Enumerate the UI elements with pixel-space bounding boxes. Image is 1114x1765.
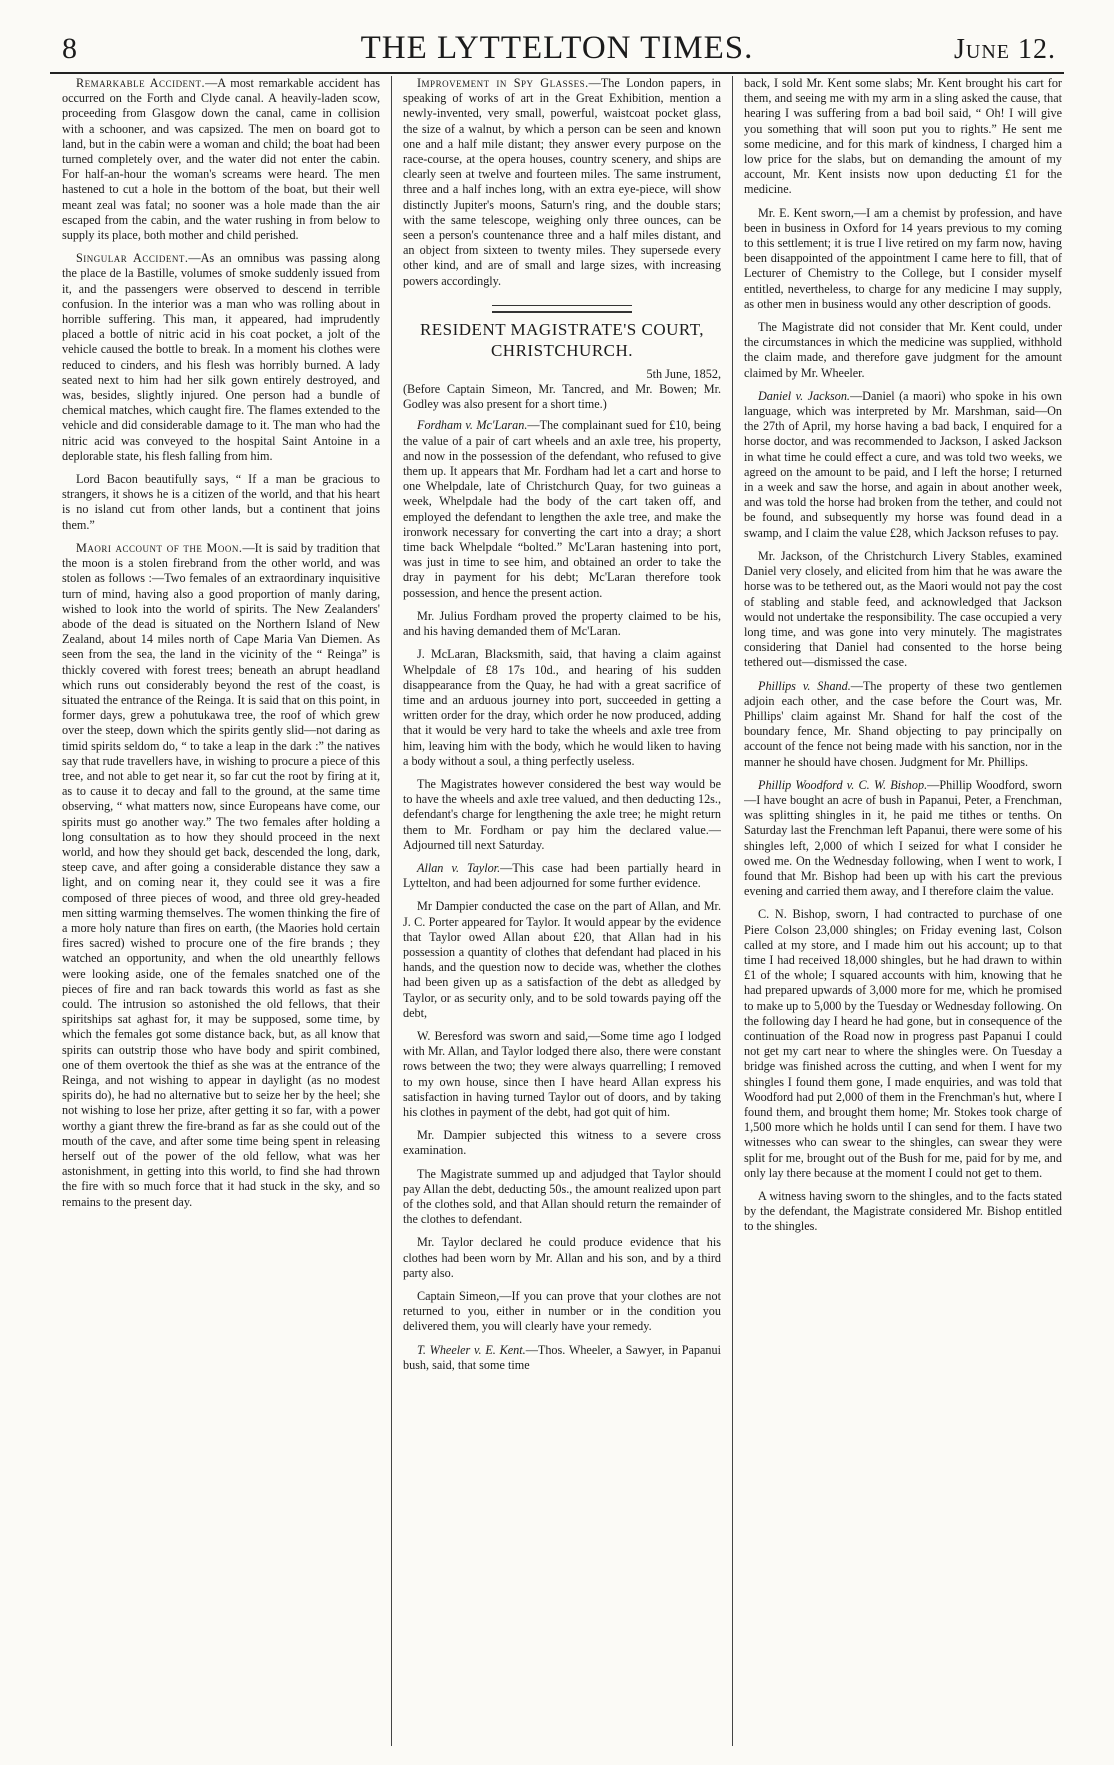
- case-wheeler: [403, 1343, 721, 1373]
- article-maori-moon: [62, 541, 380, 1210]
- case-paragraph: Captain Simeon,—If you can prove that your clothes are not returned to you, either in number or in the condition you delivered them, you will clearly have your remedy.: [403, 1289, 721, 1334]
- case-body: —Daniel (a maori) who spoke in his own language, which was interpreted by Mr. Marshman, said—On the 27th of April, my horse having a bad back, I enquired for a horse doctor, and was recommended to Jackson, I asked Jackson in what time he could effect a cure, and was told two weeks, we agreed on the amount to be paid, and I left the horse; I returned in a week and saw the horse, and again in about another week, and was told the horse had broken from the tether, and could not be found, and subsequently my horse was found dead in a swamp, and I claim the value £28, which Jackson refuses to pay.: [744, 388, 1062, 540]
- case-paragraph: Mr. Julius Fordham proved the property claimed to be his, and his having demanded them of Mc'Laran.: [403, 608, 721, 639]
- case-paragraph: Mr. Dampier subjected this witness to a severe cross examination.: [403, 1128, 721, 1158]
- case-paragraph: Mr. E. Kent sworn,—I am a chemist by profession, and have been in business in Oxford for 14 years previous to my coming to this settlement; it is true I live retired on my farm now, having been disappointed of the appointment I came here to fill, that of Lecturer of Chemistry to the College, but I consider myself entitled, nevertheless, to charge for any medicine I may supply, as other men in business would any other description of goods.: [744, 205, 1062, 311]
- issue-date: June 12.: [954, 34, 1056, 65]
- case-paragraph: A witness having sworn to the shingles, and to the facts stated by the defendant, the Magistrate considered Mr. Bishop entitled to the shingles.: [744, 1189, 1062, 1234]
- case-woodford: [744, 778, 1062, 900]
- article-remarkable-accident: [62, 76, 380, 243]
- column-2: [403, 76, 721, 1746]
- column-3: [744, 76, 1062, 1746]
- case-fordham: [403, 418, 721, 600]
- case-heading: Phillip Woodford v. C. W. Bishop.: [758, 777, 928, 792]
- article-heading: Improvement in Spy Glasses.: [417, 76, 589, 90]
- court-date: 5th June, 1852,: [646, 366, 721, 381]
- case-paragraph: W. Beresford was sworn and said,—Some time ago I lodged with Mr. Allan, and Taylor lodged there also, there were constant rows between the two; they were always quarrelling; I removed to my own house, since then I have heard Allan express his satisfaction in having turned Taylor out of doors, and by taking his clothes in payment of the debt, had got quit of him.: [403, 1028, 721, 1119]
- article-body: —The London papers, in speaking of works of art in the Great Exhibition, mention a newly-invented, very small, powerful, waistcoat pocket glass, the size of a walnut, by which a person can be seen and known one and a half mile distant; they answer every purpose on the race-course, at the opera houses, country scenery, and ships are clearly seen at twelve and fourteen miles. The same instrument, three and a half inches long, with an extra eye-piece, will show distinctly Jupiter's moons, Saturn's ring, and the double stars; with the same telescope, weighing only three ounces, can be seen a person's countenance three and a half miles distant, and an object from sixteen to twenty miles. They supersede every other kind, and are of small and large sizes, with increasing powers accordingly.: [403, 76, 721, 288]
- case-heading: Fordham v. Mc'Laran.: [417, 418, 528, 433]
- article-body: —A most remarkable accident has occurred on the Forth and Clyde canal. A heavily-laden scow, proceeding from Glasgow down the canal, came in collision with a schooner, and was capsized. The men on board got to land, but in the cabin were a woman and child; the boat had been turned completely over, and the water did not enter the cabin. For half-an-hour the woman's screams were heard. The men hastened to cut a hole in the bottom of the boat, but their well meant zeal was fatal; no sooner was a hole made than the air escaped from the cabin, and the water rushing in from below to supply its place, both mother and child perished.: [62, 76, 380, 243]
- case-paragraph: The Magistrate did not consider that Mr. Kent could, under the circumstances in which the medicine was supplied, withhold the claim made, and therefore gave judgment for the amount claimed by Mr. Wheeler.: [744, 320, 1062, 380]
- article-body: —It is said by tradition that the moon is a stolen firebrand from the other world, and was stolen as follows :—Two females of an extraordinary inquisitive turn of mind, having also a good proportion of manly daring, wished to look into the world of spirits. The New Zealanders' abode of the dead is situated on the Northern Island of New Zealand, about 14 miles north of Cape Maria Van Diemen. As seen from the sea, the land in the vicinity of the “ Reinga” is thickly covered with forest trees; beneath an abrupt headland which runs out considerably beyond the rest of the coast, is situated the entrance of the Reinga. It is said that on this point, in former days, grew a pohutukawa tree, the roof of which grew over the steep, down which the spirits gently slid—not daring as timid spirits seldom do, “ to take a leap in the dark :” the natives say that rude travellers have, in wishing to procure a piece of this tree, and not able to get near it, so far cut the root by firing at it, as to cause it to decay and fall to the ground, at the same time observing, “ what matters now, since Europeans have come, our spirits must go another way.” The two females after holding a long consultation as to how they should proceed in the next world, and how they should get back, descended the long, dark, steep cave, and after going a considerable distance they saw a light, and on coming near it, they could see it was a fire composed of three pieces of wood, and three old grey-headed men sitting warming themselves. The women thinking the fire of a more holy nature than fires on earth, (the Maories hold certain fires sacred) wished to procure one of the fire brands ; they watched an opportunity, and when the old unearthly fellows were looking aside, one of the females snatched one of the pieces of fire and ran back towards this world as fast as she could. The intrusion so astonished the old fellows, that their spiritships sat aghast for, it may be supposed, some time, by which the females got some distance back, but, as all know that spirits can outstrip those who have body and spirit combined, one of them overtook the thief as she was at the entrance of the Reinga, and not wishing to appear in daylight (as no modest spirits do), he had no alternative but to seize her by the heel; she not wishing to lose her prize, after getting it so far, with a power worthy a giant threw the fire-brand as far as she could out of the mouth of the cave, and after some time being spent in releasing herself out of the power of the old fellow, what was her astonishment, in getting into this world, to find she had thrown the fire with so much force that it had stuck in the sky, and so remains to the present day.: [62, 540, 380, 1209]
- page-number: 8: [62, 32, 77, 65]
- article-columns: [62, 76, 1062, 1746]
- column-rule: [391, 76, 392, 1746]
- case-body: —Thos. Wheeler, a Sawyer, in Papanui bush, said, that some time: [403, 1342, 721, 1372]
- case-allan: [403, 861, 721, 891]
- case-body: —Phillip Woodford, sworn—I have bought an acre of bush in Papanui, Peter, a Frenchman, was splitting shingles in it, he paid me tithes or tenths. On Saturday last the Frenchman left Papanui, there were some of his shingles left, 2,000 of which I seized for what I consider he owed me. On the Wednesday following, when I went to work, I found that Mr. Bishop had been up with his cart the previous evening and carried them away, and I therefore claim the value.: [744, 777, 1062, 899]
- column-rule: [732, 76, 733, 1746]
- case-paragraph: Mr. Taylor declared he could produce evidence that his clothes had been worn by Mr. Allan and his son, and by a third party also.: [403, 1235, 721, 1280]
- case-paragraph: C. N. Bishop, sworn, I had contracted to purchase of one Piere Colson 23,000 shingles; on Friday evening last, Colson called at my store, and I made him out his account; up to that time I had received 18,000 shingles, but he had drawn to within £1 of the whole; I squared accounts with him, knowing that he had prepared upwards of 3,000 more for me, which he promised to make up to 5,000 by the Tuesday or Wednesday following. On the following day I heard he had gone, but in consequence of the continuation of the Road now in progress past Papanui I could not get my cart near to where the shingles were. On Tuesday a bridge was finished across the cutting, and when I went for my shingles I found them gone, I made enquiries, and was told that Woodford had put 2,000 of them in the Frenchman's hut, where I found them, and brought them home; Mr. Stokes took charge of 1,500 more which he holds until I can send for them. I have two witnesses who can swear to the shingles, can swear they were split for me, brought out of the Bush for me, paid for by me, and only lay there because at the moment I could not get to them.: [744, 907, 1062, 1180]
- case-paragraph: back, I sold Mr. Kent some slabs; Mr. Kent brought his cart for them, and seeing me with my arm in a sling asked the cause, that hearing I was suffering from a bad boil said, “ Oh! I will give you something that will soon put you to rights.” He sent me some medicine, and for this mark of kindness, I charged him a low price for the slabs, but on demanding the amount of my account, Mr. Kent insists now upon deducting £1 for the medicine.: [744, 76, 1062, 197]
- case-heading: Allan v. Taylor.: [417, 860, 501, 875]
- article-spy-glasses: [403, 76, 721, 289]
- newspaper-title: THE LYTTELTON TIMES.: [360, 30, 754, 66]
- masthead: [50, 22, 1064, 74]
- section-divider: [492, 305, 632, 313]
- case-body: —The complainant sued for £10, being the value of a pair of cart wheels and an axle tree, his property, and now in the possession of the defendant, who refused to give them up. It appears that Mr. Fordham had let a cart and horse to one Whelpdale, late of Christchurch Quay, for two guineas a week, Whelpdale had the body of the cart taken off, and employed the defendant to lengthen the axle tree, and make the ironwork necessary for converting the cart into a dray; a short time back Whelpdale “bolted.” Mc'Laran hastening into port, was just in time to see him, and obtained an order to take the dray in payment for his debt; Mc'Laran therefore took possession, and hence the present action.: [403, 418, 721, 600]
- article-body: —As an omnibus was passing along the place de la Bastille, volumes of smoke suddenly issued from it, and the passengers were observed to descend in terrible confusion. In the interior was a man who was rolling about in horrible suffering. This man, it appeared, had imprudently placed a bottle of nitric acid in his coat pocket, a jolt of the vehicle caused the bottle to break. In a moment his clothes were reduced to cinders, and his flesh was horribly burned. A lady seated next to him had her silk gown entirely destroyed, and was, besides, slightly injured. One person had a bundle of chemical matches, which caught fire. The flames extended to the vehicle and did considerable damage to it. The man who had the nitric acid was conveyed to the hospital Saint Antoine in a deplorable state, his flesh falling from him.: [62, 251, 380, 463]
- case-body: —The property of these two gentlemen adjoin each other, and the case before the Court was, Mr. Phillips' claim against Mr. Shand for half the cost of the boundary fence, Mr. Shand objecting to pay principally on account of the fence not being made with his sanction, nor in the manner he should have chosen. Judgment for Mr. Phillips.: [744, 678, 1062, 769]
- case-paragraph: Mr Dampier conducted the case on the part of Allan, and Mr. J. C. Porter appeared for Taylor. It would appear by the evidence that Taylor owed Allan about £20, that Allan had in his possession a quantity of clothes that defendant had placed in his hands, and the question now to decide was, whether the clothes had been given up as a satisfaction of the debt as alledged by Taylor, or as security only, and to be sold towards paying off the debt,: [403, 899, 721, 1020]
- article-heading: Maori account of the Moon.: [76, 540, 243, 555]
- case-daniel: [744, 389, 1062, 541]
- case-paragraph: The Magistrate summed up and adjudged that Taylor should pay Allan the debt, deducting 50s., the amount realized upon part of the clothes sold, and that Allan should return the remainder of the clothes to defendant.: [403, 1166, 721, 1227]
- bacon-quote: Lord Bacon beautifully says, “ If a man be gracious to strangers, it shows he is a citizen of the world, and that his heart is no island cut from other lands, but a continent that joins them.”: [62, 472, 380, 532]
- case-paragraph: J. McLaran, Blacksmith, said, that having a claim against Whelpdale of £8 17s 10d., and hearing of his sudden disappearance from the Quay, he had with a great sacrifice of time and an arduous journey into port, succeeded in getting a written order for the dray, which order he now produced, adding that it would be very hard to take the wheels and axle tree from him, leaving him with the body, which he would liken to having a body without a soul, a thing perfectly useless.: [403, 647, 721, 768]
- case-phillips: [744, 679, 1062, 770]
- case-heading: Phillips v. Shand.: [758, 678, 851, 693]
- court-section-heading: RESIDENT MAGISTRATE'S COURT, CHRISTCHURCH.: [419, 319, 705, 360]
- column-1: [62, 76, 380, 1746]
- case-heading: Daniel v. Jackson.: [758, 388, 850, 403]
- case-heading: T. Wheeler v. E. Kent.: [417, 1342, 526, 1357]
- article-singular-accident: [62, 251, 380, 464]
- case-paragraph: The Magistrates however considered the best way would be to have the wheels and axle tree valued, and then deducting 12s., defendant's charge for lengthening the axle tree; he might return them to Mr. Fordham or pay him the declared value.—Adjourned till next Saturday.: [403, 776, 721, 852]
- case-paragraph: Mr. Jackson, of the Christchurch Livery Stables, examined Daniel very closely, and elicited from him that he was aware the horse was to be tethered out, as the Maori would not pay the cost of stabling and stable feed, and acknowledged that Jackson would not undertake the responsibility. The case occupied a very long time, and was gone into very minutely. The magistrates considering that Daniel had consented to the horse being tethered out—dismissed the case.: [744, 548, 1062, 670]
- article-heading: Singular Accident.: [76, 251, 189, 266]
- article-heading: Remarkable Accident.: [76, 76, 206, 90]
- court-bench: (Before Captain Simeon, Mr. Tancred, and Mr. Bowen; Mr. Godley was also present for a short time.): [403, 382, 721, 412]
- case-body: —This case had been partially heard in Lyttelton, and had been adjourned for some further evidence.: [403, 860, 721, 891]
